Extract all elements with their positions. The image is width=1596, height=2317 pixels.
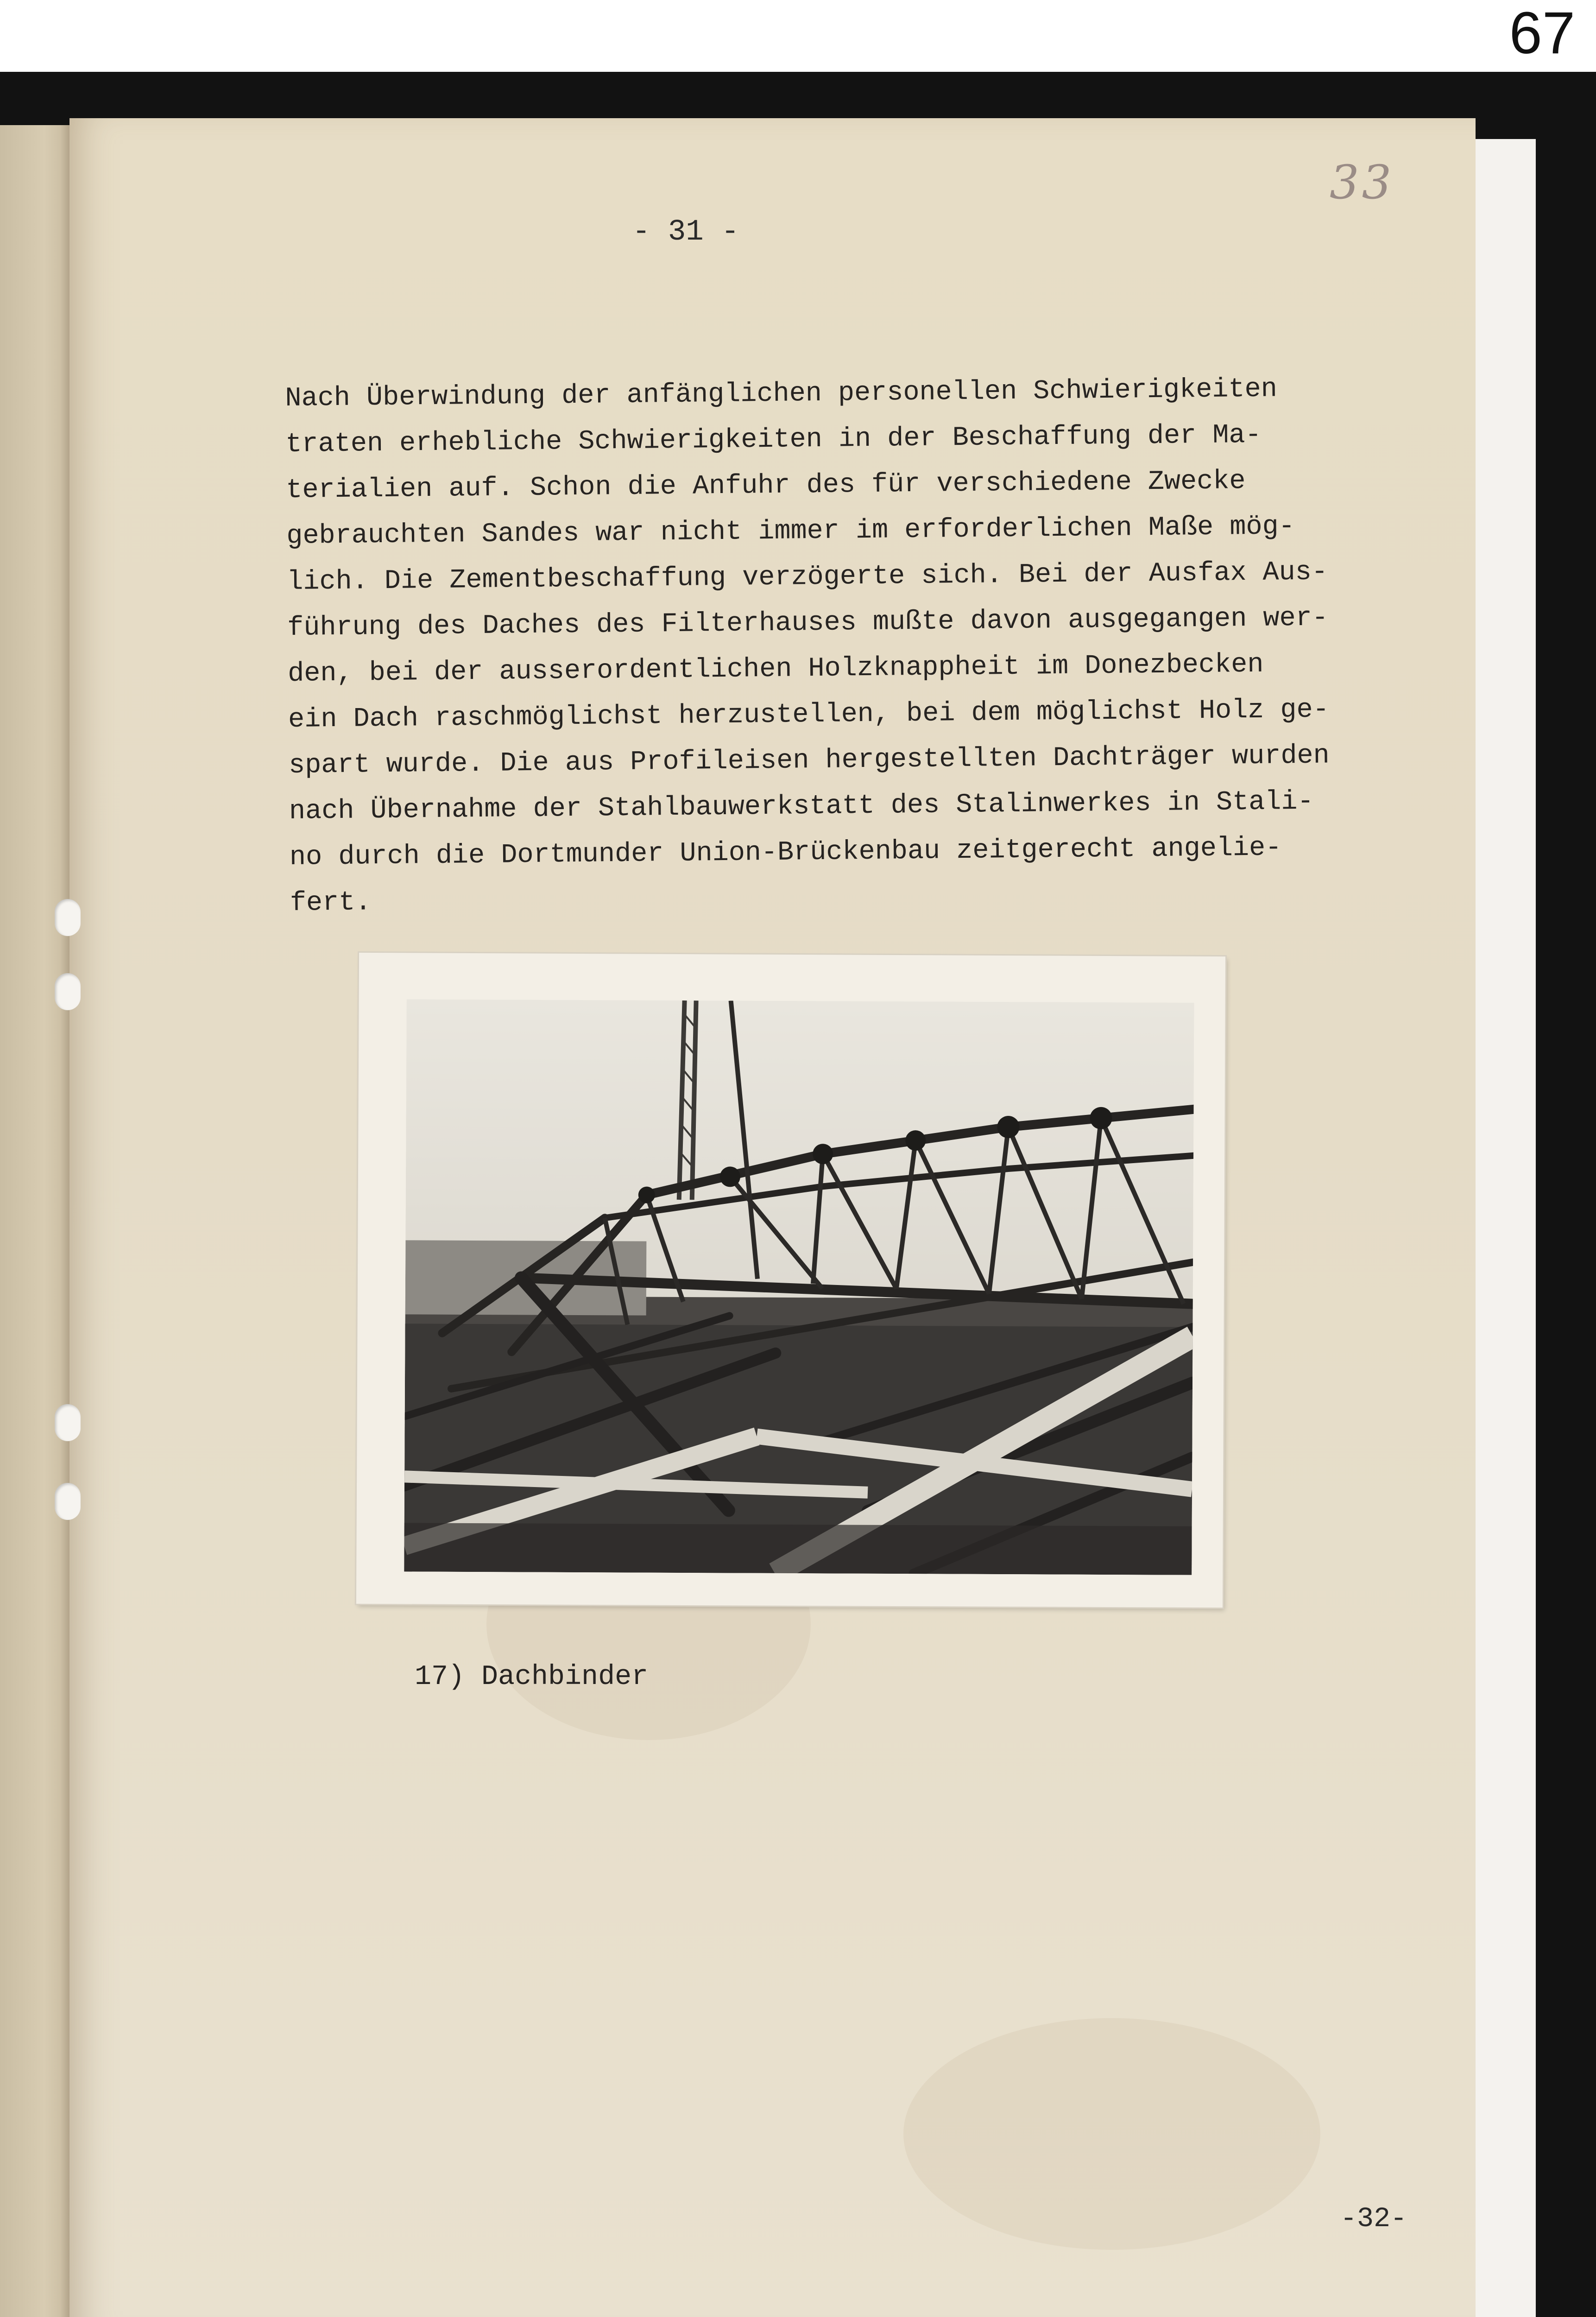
- text-line: Nach Überwindung der anfänglichen personellen Schwierigkeiten: [285, 373, 1278, 414]
- punch-hole: [55, 973, 81, 1010]
- text-line: ein Dach raschmöglichst herzustellen, bei dem möglichst Holz ge-: [288, 694, 1330, 735]
- text-line: nach Übernahme der Stahlbauwerkstatt des Stalinwerkes in Stali-: [289, 785, 1314, 827]
- punch-hole: [55, 1404, 81, 1441]
- page-number: - 31 -: [632, 215, 739, 249]
- roof-truss-illustration: [404, 999, 1194, 1575]
- punch-hole: [55, 899, 81, 936]
- text-line: lich. Die Zementbeschaffung verzögerte sich. Bei der Ausfax Aus-: [286, 556, 1328, 597]
- body-paragraph: [285, 364, 1495, 926]
- text-line: führung des Daches des Filterhauses mußte davon ausgegangen wer-: [287, 602, 1329, 643]
- scan-image-number: 67: [1509, 0, 1575, 66]
- next-page-marker: -32-: [1340, 2203, 1407, 2235]
- text-line: gebrauchten Sandes war nicht immer im erforderlichen Maße mög-: [286, 511, 1295, 551]
- photo-caption: 17) Dachbinder: [415, 1661, 649, 1693]
- archive-page-number: 33: [1330, 155, 1394, 209]
- punch-hole: [55, 1483, 81, 1520]
- text-line: spart wurde. Die aus Profileisen hergestellten Dachträger wurden: [288, 740, 1330, 781]
- text-line: terialien auf. Schon die Anfuhr des für verschiedene Zwecke: [286, 465, 1246, 506]
- text-line: fert.: [290, 886, 372, 918]
- roof-truss-photo: [404, 999, 1194, 1575]
- text-line: den, bei der ausserordentlichen Holzknappheit im Donezbecken: [287, 648, 1264, 689]
- text-line: traten erhebliche Schwierigkeiten in der Beschaffung der Ma-: [285, 419, 1262, 460]
- paper-stain: [903, 2018, 1320, 2250]
- photo-print: [356, 953, 1225, 1608]
- text-line: no durch die Dortmunder Union-Brückenbau zeitgerecht angelie-: [289, 832, 1282, 873]
